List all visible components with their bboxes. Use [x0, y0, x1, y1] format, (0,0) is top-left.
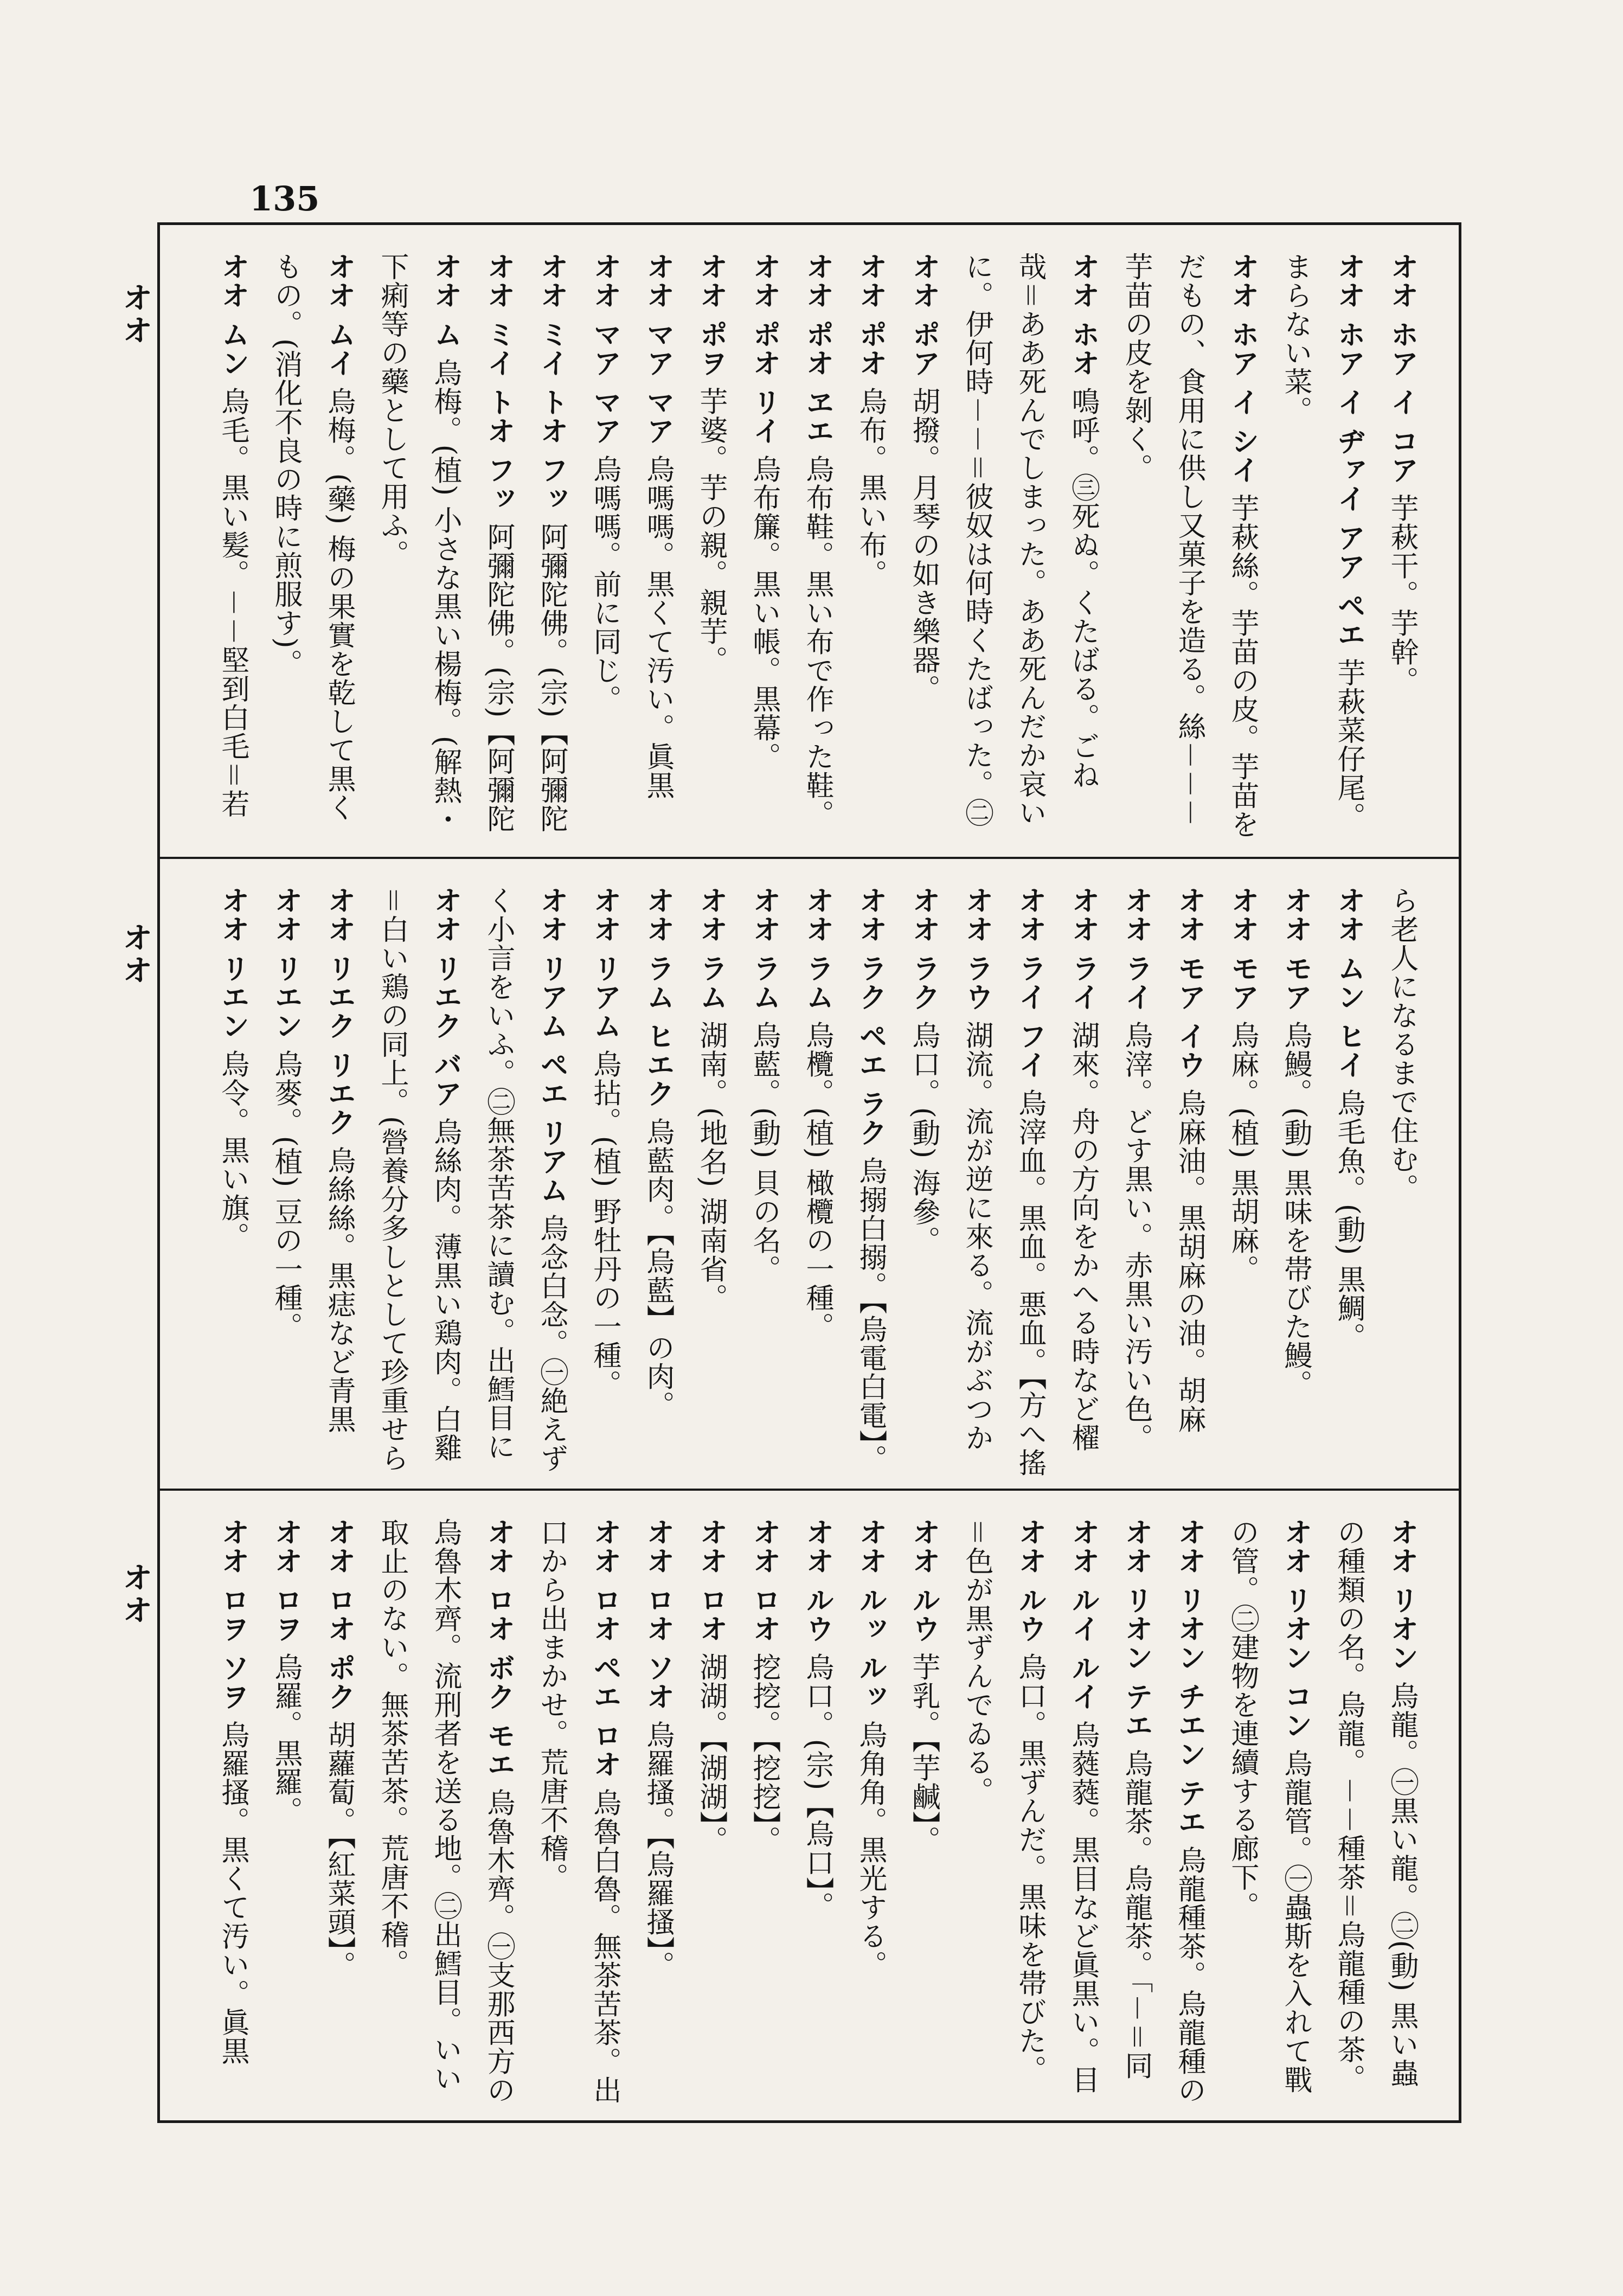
- dictionary-column: [1271, 252, 1320, 843]
- entry-reading: オオ ライ フイ: [1013, 886, 1047, 1080]
- dictionary-column: [1377, 886, 1426, 1477]
- entry-definition: 湖來。舟の方向をかへる時など櫂: [1067, 1021, 1099, 1452]
- dictionary-column: [633, 252, 682, 843]
- entry-reading: オオ ロオ ボク モエ: [482, 1518, 515, 1779]
- dictionary-column: [740, 252, 788, 843]
- entry-reading: オオ ロオ ソオ: [641, 1518, 675, 1711]
- entry-reading: オオ ルイ ルイ: [1067, 1518, 1100, 1711]
- entry-definition: 烏滓血。黒血。悪血。【方へ搖: [1013, 1088, 1046, 1477]
- entry-reading: オオ ホア イ ヂァイ アア ペエ: [1332, 252, 1365, 649]
- dictionary-column: [1005, 1518, 1054, 2109]
- dictionary-column: [1324, 886, 1373, 1477]
- entry-reading: オオ ホア イ コア: [1385, 252, 1419, 485]
- entry-reading: オオ マア マア: [588, 252, 621, 446]
- entry-reading: オオ ロオ: [695, 1518, 728, 1644]
- entry-continuation: 烏魯木齊。流刑者を送る地。㊁出鱈目。いい: [429, 1518, 461, 2093]
- dictionary-column: [1059, 1518, 1107, 2109]
- entry-reading: オオ ロオ: [748, 1518, 781, 1644]
- entry-definition: 湖南。(地名) 湖南省。: [695, 1021, 727, 1312]
- entry-definition: 芋婆。芋の親。親芋。: [695, 387, 727, 675]
- entry-reading: オオ ホオ: [1067, 252, 1100, 378]
- dictionary-column: [580, 252, 629, 843]
- dictionary-column: [1165, 1518, 1214, 2109]
- entry-reading: オオ ポオ リイ: [748, 252, 781, 446]
- dictionary-column: [1112, 1518, 1160, 2109]
- entry-continuation: 口から出まかせ。荒唐不稽。: [535, 1518, 568, 1891]
- entry-reading: オオ ラウ: [960, 886, 993, 1012]
- entry-definition: 烏麻。(植) 黒胡麻。: [1226, 1021, 1259, 1284]
- entry-definition: 烏令。黒い旗。: [216, 1049, 249, 1251]
- dictionary-column: [952, 1518, 1001, 2109]
- entry-definition: 烏梅。(植) 小さな黒い楊梅。(解熱・: [429, 358, 461, 834]
- entry-reading: オオ リエク バア: [429, 886, 462, 1108]
- entry-reading: オオ リアム ペエ リアム: [535, 886, 568, 1205]
- entry-definition: 鳴呼。㊂死ぬ。くたばる。ごね: [1067, 387, 1099, 790]
- dictionary-column: [793, 252, 842, 843]
- entry-continuation: の種類の名。烏龍。－－種茶＝烏龍種の茶。: [1332, 1518, 1365, 2093]
- entry-reading: オオ ラム ヒエク: [641, 886, 675, 1108]
- side-label-middle: オオ: [118, 922, 153, 987]
- entry-definition: 烏麥。(植) 豆の一種。: [270, 1049, 302, 1341]
- entry-definition: 烏搦白搦。【烏電白電】。: [854, 1156, 887, 1473]
- dictionary-column: [740, 1518, 788, 2109]
- entry-reading: オオ ロオ ポク: [323, 1518, 356, 1711]
- dictionary-column: [899, 1518, 948, 2109]
- dictionary-column: [1112, 252, 1160, 843]
- entry-reading: オオ ミイ トオ フッ: [535, 252, 568, 514]
- entry-reading: オオ ホア イ シイ: [1226, 252, 1259, 485]
- dictionary-column: [580, 1518, 629, 2109]
- entry-definition: 烏布。黒い布。: [854, 387, 887, 588]
- dictionary-column: [952, 886, 1001, 1477]
- entry-definition: 烏角角。黒光する。: [854, 1720, 887, 1979]
- entry-reading: オオ ルウ: [1013, 1518, 1047, 1644]
- entry-continuation: まらない菜。: [1279, 252, 1312, 425]
- dictionary-column: [421, 1518, 470, 2109]
- entry-reading: オオ ラム: [748, 886, 781, 1012]
- tier-top: [160, 225, 1459, 857]
- entry-reading: オオ ラク ペエ ラク: [854, 886, 887, 1147]
- entry-definition: 烏羅。黒羅。: [270, 1652, 302, 1825]
- entry-reading: オオ ラム: [695, 886, 728, 1012]
- entry-definition: 烏藍。(動) 貝の名。: [748, 1021, 780, 1284]
- dictionary-column: [846, 252, 895, 843]
- entry-continuation: に。伊何時－－＝彼奴は何時くたばった。㊁: [960, 252, 993, 828]
- entry-reading: オオ ムン: [216, 252, 249, 378]
- entry-reading: オオ ルウ: [801, 1518, 834, 1644]
- dictionary-column: [952, 252, 1001, 843]
- entry-reading: オオ マア マア: [641, 252, 675, 446]
- dictionary-column: [527, 252, 576, 843]
- entry-reading: オオ ム: [429, 252, 462, 349]
- dictionary-column: [261, 886, 310, 1477]
- dictionary-column: [421, 886, 470, 1477]
- dictionary-column: [474, 886, 523, 1477]
- entry-definition: 芋乳。【芋鹹】。: [907, 1652, 940, 1855]
- entry-reading: オオ ロヲ ソヲ: [216, 1518, 249, 1711]
- entry-definition: 湖湖。【湖湖】。: [695, 1652, 727, 1855]
- entry-definition: 烏魯白魯。無茶苦茶。出: [588, 1788, 621, 2105]
- entry-definition: 芋萩絲。芋苗の皮。芋苗を: [1226, 493, 1259, 839]
- dictionary-column: [740, 886, 788, 1477]
- tier-bottom: [160, 1489, 1459, 2120]
- dictionary-column: [527, 886, 576, 1477]
- entry-continuation: 哉＝ああ死んでしまった。ああ死んだか哀い: [1013, 252, 1046, 827]
- dictionary-column: [580, 886, 629, 1477]
- entry-definition: 挖挖。【挖挖】。: [748, 1652, 780, 1855]
- dictionary-column: [1005, 252, 1054, 843]
- entry-definition: 烏藍肉。【烏藍】の肉。: [641, 1117, 674, 1420]
- dictionary-column: [421, 252, 470, 843]
- entry-reading: オオ ロヲ: [270, 1518, 303, 1644]
- dictionary-column: [899, 886, 948, 1477]
- entry-reading: オオ ムン ヒイ: [1332, 886, 1365, 1080]
- entry-continuation: ら老人になるまで住む。: [1385, 886, 1418, 1202]
- dictionary-column: [1005, 886, 1054, 1477]
- dictionary-column: [687, 252, 735, 843]
- dictionary-column: [368, 1518, 416, 2109]
- entry-definition: 烏龍種茶。烏龍種の: [1173, 1845, 1205, 2105]
- entry-definition: 芋萩菜仔尾。: [1332, 658, 1365, 831]
- dictionary-column: [1271, 1518, 1320, 2109]
- dictionary-column: [368, 252, 416, 843]
- entry-continuation: 下痢等の藥として用ふ。: [376, 252, 408, 568]
- entry-definition: 烏魯木齊。㊀支那西方の: [482, 1788, 515, 2105]
- entry-definition: 烏絲肉。薄黒い鶏肉。白雞: [429, 1117, 461, 1463]
- entry-reading: オオ リエン: [216, 886, 249, 1041]
- dictionary-column: [368, 886, 416, 1477]
- dictionary-column: [793, 886, 842, 1477]
- entry-reading: オオ リオン テエ: [1120, 1518, 1153, 1740]
- entry-definition: 烏龍。㊀黒い龍。㊁(動) 黒い蟲: [1385, 1681, 1418, 2088]
- dictionary-column: [315, 1518, 363, 2109]
- dictionary-column: [846, 886, 895, 1477]
- entry-continuation: だもの、食用に供し又菓子を造る。絲－－－: [1173, 252, 1205, 828]
- entry-reading: オオ ポヲ: [695, 252, 728, 378]
- dictionary-column: [1059, 886, 1107, 1477]
- entry-definition: 烏念白念。㊀絶えず: [535, 1214, 568, 1473]
- entry-reading: オオ リオン チエン テエ: [1173, 1518, 1206, 1837]
- entry-continuation: ＝色が黒ずんでゐる。: [960, 1518, 993, 1806]
- dictionary-column: [1377, 252, 1426, 843]
- dictionary-column: [1271, 886, 1320, 1477]
- entry-definition: 烏梅。(藥) 梅の果實を乾して黒く: [323, 387, 355, 822]
- entry-definition: 烏欖。(植) 橄欖の一種。: [801, 1021, 833, 1341]
- dictionary-column: [1112, 886, 1160, 1477]
- dictionary-frame: [157, 222, 1461, 2123]
- entry-reading: オオ ムイ: [323, 252, 356, 378]
- entry-definition: 烏口。(動) 海參。: [907, 1021, 940, 1255]
- dictionary-column: [261, 1518, 310, 2109]
- entry-definition: 阿彌陀佛。(宗)【阿彌陀: [535, 522, 568, 833]
- entry-definition: 烏蕤蕤。黒目など眞黒い。目: [1067, 1720, 1099, 2094]
- entry-definition: 烏嗎嗎。黒くて汚い。眞黒: [641, 454, 674, 800]
- dictionary-column: [1165, 886, 1214, 1477]
- entry-continuation: く小言をいふ。㊁無茶苦茶に讀む。出鱈目に: [482, 886, 515, 1461]
- entry-reading: オオ ポア: [907, 252, 940, 378]
- entry-reading: オオ ライ: [1120, 886, 1153, 1012]
- entry-reading: オオ ポオ ヱエ: [801, 252, 834, 446]
- entry-reading: オオ ラム: [801, 886, 834, 1012]
- dictionary-column: [315, 252, 363, 843]
- entry-definition: 烏麻油。黒胡麻の油。胡麻: [1173, 1088, 1205, 1434]
- entry-reading: オオ リオン: [1385, 1518, 1419, 1672]
- dictionary-column: [208, 886, 257, 1477]
- dictionary-column: [474, 252, 523, 843]
- entry-continuation: もの。(消化不良の時に煎服す)。: [270, 252, 302, 678]
- dictionary-column: [846, 1518, 895, 2109]
- dictionary-column: [1324, 1518, 1373, 2109]
- dictionary-column: [1218, 886, 1267, 1477]
- entry-reading: オオ リオン コン: [1279, 1518, 1312, 1740]
- side-label-bottom: オオ: [118, 1562, 153, 1627]
- entry-definition: 芋萩干。芋幹。: [1385, 493, 1418, 695]
- entry-definition: 烏毛魚。(動) 黒鯛。: [1332, 1088, 1365, 1351]
- entry-reading: オオ ポオ: [854, 252, 887, 378]
- dictionary-column: [1218, 1518, 1267, 2109]
- entry-continuation: の管。㊁建物を連續する廊下。: [1226, 1518, 1259, 1920]
- entry-continuation: 芋苗の皮を剝く。: [1120, 252, 1152, 482]
- entry-reading: オオ リエク リエク: [323, 886, 356, 1137]
- entry-continuation: ＝白い鶏の同上。(營養分多しとして珍重せら: [376, 886, 408, 1473]
- dictionary-column: [687, 886, 735, 1477]
- entry-definition: 烏布簾。黒い帳。黒幕。: [748, 454, 780, 771]
- entry-definition: 胡撥。月琴の如き樂器。: [907, 387, 940, 703]
- dictionary-column: [208, 252, 257, 843]
- dictionary-column: [633, 886, 682, 1477]
- entry-reading: オオ ルッ ルッ: [854, 1518, 887, 1711]
- entry-reading: オオ モア: [1279, 886, 1312, 1012]
- entry-definition: 湖流。流が逆に來る。流がぶつか: [960, 1021, 993, 1452]
- dictionary-column: [1324, 252, 1373, 843]
- entry-reading: オオ リエン: [270, 886, 303, 1041]
- entry-definition: 阿彌陀佛。(宗)【阿彌陀: [482, 522, 515, 833]
- entry-definition: 烏龍管。㊀蟲斯を入れて戰: [1279, 1749, 1312, 2094]
- entry-reading: オオ ラク: [907, 886, 940, 1012]
- dictionary-column: [633, 1518, 682, 2109]
- entry-reading: オオ リアム: [588, 886, 621, 1041]
- dictionary-column: [474, 1518, 523, 2109]
- dictionary-column: [687, 1518, 735, 2109]
- entry-continuation: 取止のない。無茶苦茶。荒唐不稽。: [376, 1518, 408, 1978]
- entry-definition: 烏布鞋。黒い布で作った鞋。: [801, 454, 833, 829]
- entry-definition: 烏羅搔。【烏羅搔】。: [641, 1720, 674, 1980]
- dictionary-column: [899, 252, 948, 843]
- entry-definition: 烏口。(宗)【烏口】。: [801, 1652, 833, 1921]
- dictionary-column: [793, 1518, 842, 2109]
- entry-definition: 烏口。黒ずんだ。黒味を帯びた。: [1013, 1652, 1046, 2084]
- entry-definition: 烏滓。どす黒い。赤黒い汚い色。: [1120, 1021, 1152, 1452]
- entry-reading: オオ ルウ: [907, 1518, 940, 1644]
- dictionary-column: [1377, 1518, 1426, 2109]
- page-number: 135: [249, 179, 320, 219]
- entry-reading: オオ モア: [1226, 886, 1259, 1012]
- dictionary-column: [261, 252, 310, 843]
- entry-definition: 烏鰻。(動) 黒味を帯びた鰻。: [1279, 1021, 1312, 1399]
- dictionary-column: [315, 886, 363, 1477]
- entry-reading: オオ モア イウ: [1173, 886, 1206, 1080]
- entry-definition: 胡蘿蔔。【紅菜頭】。: [323, 1720, 355, 1980]
- side-label-top: オオ: [118, 282, 153, 347]
- entry-definition: 烏羅搔。黒くて汚い。眞黒: [216, 1720, 249, 2066]
- entry-definition: 烏龍茶。烏龍茶。「－＝同: [1120, 1749, 1152, 2080]
- entry-reading: オオ ミイ トオ フッ: [482, 252, 515, 514]
- tier-middle: [160, 857, 1459, 1489]
- dictionary-column: [208, 1518, 257, 2109]
- dictionary-column: [1059, 252, 1107, 843]
- entry-definition: 烏絲絲。黒痣など青黒: [323, 1146, 355, 1434]
- entry-definition: 烏拈。(植) 野牡丹の一種。: [588, 1049, 621, 1399]
- entry-reading: オオ ロオ ペエ ロオ: [588, 1518, 621, 1779]
- dictionary-column: [1165, 252, 1214, 843]
- entry-reading: オオ ライ: [1067, 886, 1100, 1012]
- entry-definition: 烏毛。黒い髪。－－堅到白毛＝若: [216, 387, 249, 818]
- dictionary-column: [527, 1518, 576, 2109]
- dictionary-column: [1218, 252, 1267, 843]
- entry-definition: 烏嗎嗎。前に同じ。: [588, 454, 621, 714]
